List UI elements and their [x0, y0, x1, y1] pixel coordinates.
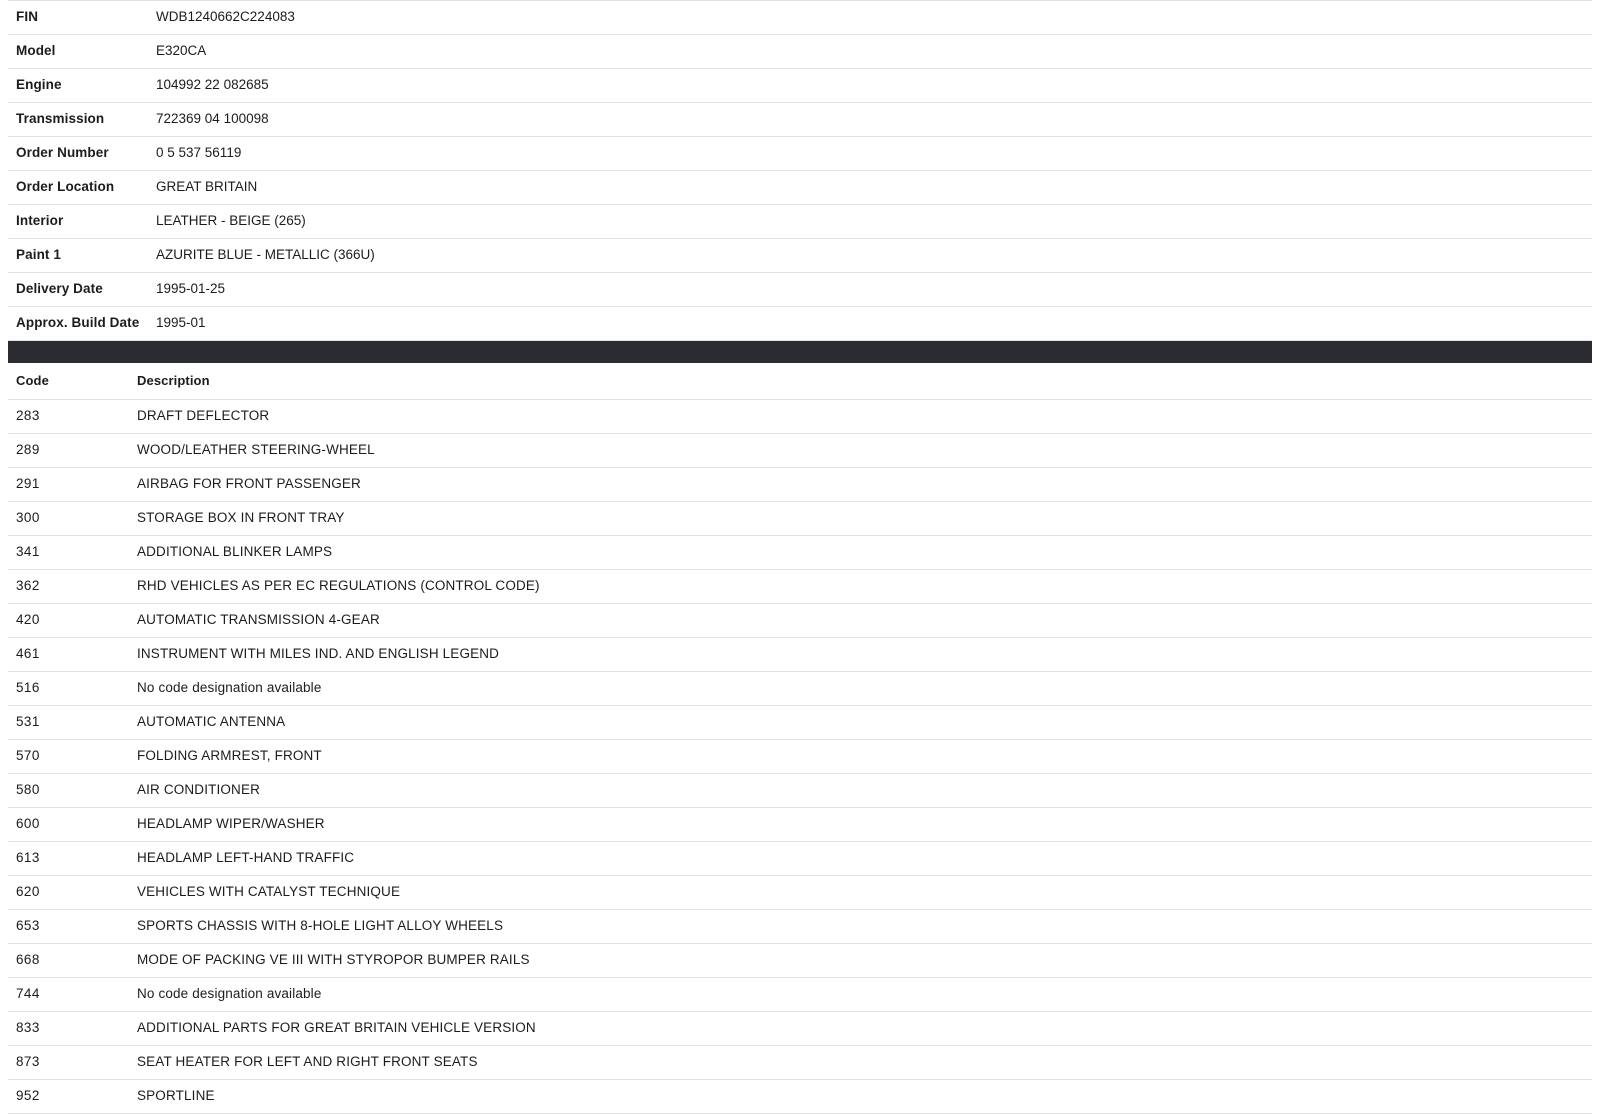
- spec-value: 0 5 537 56119: [156, 145, 242, 160]
- option-codes-body: [8, 400, 1592, 1114]
- spec-value: 104992 22 082685: [156, 77, 269, 92]
- code-cell: 300: [8, 502, 74, 536]
- code-cell: 952: [8, 1080, 74, 1114]
- code-cell: 620: [8, 876, 74, 910]
- code-cell: 744: [8, 978, 74, 1012]
- table-row: [8, 171, 1592, 205]
- table-row: [8, 740, 1592, 774]
- spec-label: Engine: [16, 77, 62, 92]
- table-row: [8, 604, 1592, 638]
- page-right-gutter: [1592, 0, 1600, 1114]
- description-cell: ADDITIONAL BLINKER LAMPS: [74, 536, 1592, 570]
- table-row: [8, 1080, 1592, 1114]
- description-cell: HEADLAMP LEFT-HAND TRAFFIC: [74, 842, 1592, 876]
- code-cell: 362: [8, 570, 74, 604]
- description-cell: No code designation available: [74, 978, 1592, 1012]
- description-cell: SEAT HEATER FOR LEFT AND RIGHT FRONT SEATS: [74, 1046, 1592, 1080]
- spec-value: 1995-01: [156, 315, 206, 330]
- description-cell: DRAFT DEFLECTOR: [74, 400, 1592, 434]
- description-cell: VEHICLES WITH CATALYST TECHNIQUE: [74, 876, 1592, 910]
- column-header-description: Description: [74, 363, 1592, 400]
- table-row: [8, 1, 1592, 35]
- description-cell: RHD VEHICLES AS PER EC REGULATIONS (CONTROL CODE): [74, 570, 1592, 604]
- table-row: [8, 1046, 1592, 1080]
- description-cell: SPORTS CHASSIS WITH 8-HOLE LIGHT ALLOY WHEELS: [74, 910, 1592, 944]
- spec-label: Order Location: [16, 179, 115, 194]
- table-row: [8, 842, 1592, 876]
- code-cell: 531: [8, 706, 74, 740]
- table-row: [8, 137, 1592, 171]
- code-cell: 291: [8, 468, 74, 502]
- table-row: [8, 910, 1592, 944]
- spec-value: 722369 04 100098: [156, 111, 269, 126]
- code-cell: 283: [8, 400, 74, 434]
- table-row: [8, 638, 1592, 672]
- table-row: [8, 35, 1592, 69]
- page-left-gutter: [0, 0, 8, 1114]
- spec-label: Transmission: [16, 111, 105, 126]
- description-cell: AIR CONDITIONER: [74, 774, 1592, 808]
- spec-value: WDB1240662C224083: [156, 9, 295, 24]
- table-row: [8, 468, 1592, 502]
- table-header-row: [8, 363, 1592, 400]
- code-cell: 833: [8, 1012, 74, 1046]
- code-cell: 613: [8, 842, 74, 876]
- description-cell: ADDITIONAL PARTS FOR GREAT BRITAIN VEHICLE VERSION: [74, 1012, 1592, 1046]
- table-row: [8, 774, 1592, 808]
- table-row: [8, 978, 1592, 1012]
- table-row: [8, 69, 1592, 103]
- table-row: [8, 1012, 1592, 1046]
- table-row: [8, 103, 1592, 137]
- column-header-code: Code: [8, 363, 74, 400]
- description-cell: AIRBAG FOR FRONT PASSENGER: [74, 468, 1592, 502]
- table-row: [8, 205, 1592, 239]
- description-cell: AUTOMATIC TRANSMISSION 4-GEAR: [74, 604, 1592, 638]
- description-cell: STORAGE BOX IN FRONT TRAY: [74, 502, 1592, 536]
- spec-label: Approx. Build Date: [16, 315, 140, 330]
- description-cell: MODE OF PACKING VE III WITH STYROPOR BUMPER RAILS: [74, 944, 1592, 978]
- table-row: [8, 536, 1592, 570]
- spec-label: Delivery Date: [16, 281, 103, 296]
- table-row: [8, 502, 1592, 536]
- spec-label: Interior: [16, 213, 64, 228]
- spec-value: AZURITE BLUE - METALLIC (366U): [156, 247, 375, 262]
- code-cell: 668: [8, 944, 74, 978]
- description-cell: WOOD/LEATHER STEERING-WHEEL: [74, 434, 1592, 468]
- code-cell: 516: [8, 672, 74, 706]
- table-row: [8, 239, 1592, 273]
- code-cell: 461: [8, 638, 74, 672]
- table-row: [8, 570, 1592, 604]
- code-cell: 653: [8, 910, 74, 944]
- table-row: [8, 434, 1592, 468]
- description-cell: FOLDING ARMREST, FRONT: [74, 740, 1592, 774]
- description-cell: AUTOMATIC ANTENNA: [74, 706, 1592, 740]
- option-codes-section: [8, 363, 1592, 1114]
- spec-label: Paint 1: [16, 247, 61, 262]
- spec-value: LEATHER - BEIGE (265): [156, 213, 306, 228]
- vehicle-spec-table: [8, 0, 1592, 341]
- spec-value: 1995-01-25: [156, 281, 226, 296]
- table-row: [8, 944, 1592, 978]
- option-codes-header: [8, 363, 1592, 400]
- code-cell: 570: [8, 740, 74, 774]
- table-row: [8, 400, 1592, 434]
- table-row: [8, 876, 1592, 910]
- spec-label: Model: [16, 43, 56, 58]
- code-cell: 289: [8, 434, 74, 468]
- spec-label: Order Number: [16, 145, 109, 160]
- section-divider: [0, 341, 1600, 363]
- spec-value: GREAT BRITAIN: [156, 179, 258, 194]
- code-cell: 341: [8, 536, 74, 570]
- spec-label: FIN: [16, 9, 39, 24]
- option-codes-table: [8, 363, 1592, 1114]
- description-cell: INSTRUMENT WITH MILES IND. AND ENGLISH LEGEND: [74, 638, 1592, 672]
- description-cell: SPORTLINE: [74, 1080, 1592, 1114]
- code-cell: 580: [8, 774, 74, 808]
- spec-value: E320CA: [156, 43, 207, 58]
- code-cell: 600: [8, 808, 74, 842]
- description-cell: No code designation available: [74, 672, 1592, 706]
- table-row: [8, 307, 1592, 341]
- description-cell: HEADLAMP WIPER/WASHER: [74, 808, 1592, 842]
- code-cell: 420: [8, 604, 74, 638]
- vehicle-spec-body: [8, 1, 1592, 341]
- table-row: [8, 808, 1592, 842]
- code-cell: 873: [8, 1046, 74, 1080]
- table-row: [8, 672, 1592, 706]
- table-row: [8, 273, 1592, 307]
- table-row: [8, 706, 1592, 740]
